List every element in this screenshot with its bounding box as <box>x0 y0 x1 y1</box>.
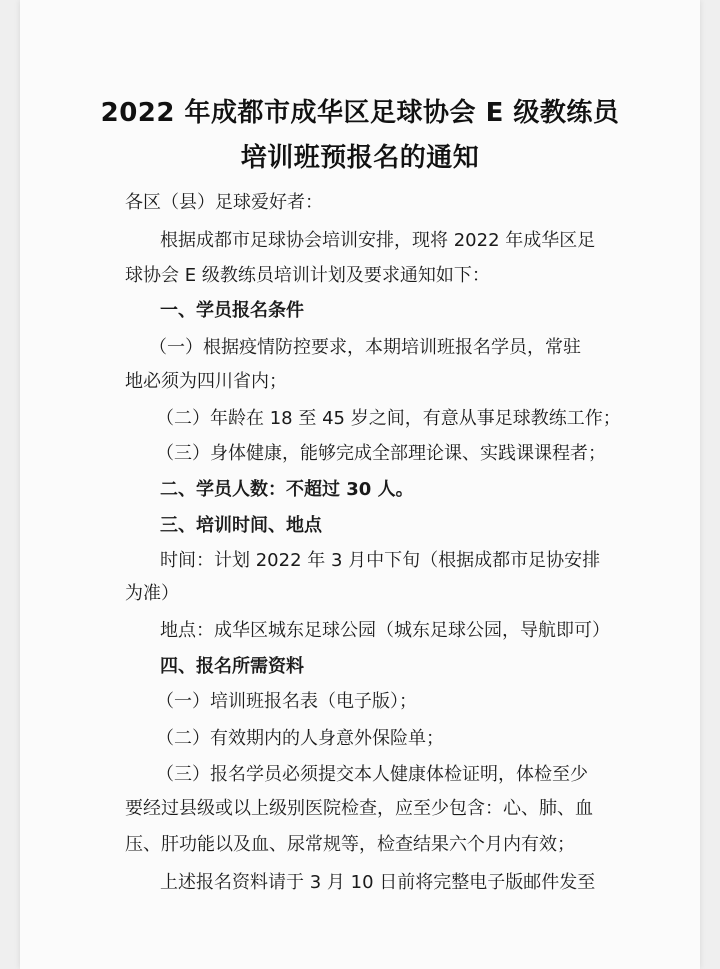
title-line-1: 2022 年成都市成华区足球协会 E 级教练员 <box>100 98 620 128</box>
s4-item-3-line-1: （三）报名学员必须提交本人健康体检证明，体检至少 <box>156 764 588 785</box>
section-4-heading: 四、报名所需资料 <box>160 656 304 677</box>
s4-item-3-line-2: 要经过县级或以上级别医院检查，应至少包含：心、肺、血 <box>125 798 593 819</box>
s4-item-3-line-3: 压、肝功能以及血、尿常规等，检查结果六个月内有效； <box>125 834 575 855</box>
salutation: 各区（县）足球爱好者： <box>125 192 323 213</box>
s1-item-3: （三）身体健康，能够完成全部理论课、实践课课程者； <box>156 443 606 464</box>
s1-item-1-line-2: 地必须为四川省内； <box>125 371 287 392</box>
title-line-2: 培训班预报名的通知 <box>240 143 480 173</box>
place-line: 地点：成华区城东足球公园（城东足球公园，导航即可） <box>160 620 610 641</box>
section-1-heading: 一、学员报名条件 <box>160 300 304 321</box>
section-3-heading: 三、培训时间、地点 <box>160 515 322 536</box>
s1-item-2: （二）年龄在 18 至 45 岁之间，有意从事足球教练工作； <box>156 408 621 429</box>
s4-item-2: （二）有效期内的人身意外保险单； <box>156 728 444 749</box>
intro-line-1: 根据成都市足球协会培训安排，现将 2022 年成华区足 <box>160 230 596 251</box>
section-2-heading: 二、学员人数：不超过 30 人。 <box>160 479 414 500</box>
intro-line-2: 球协会 E 级教练员培训计划及要求通知如下： <box>125 265 490 286</box>
time-line-2: 为准） <box>125 583 179 604</box>
s1-item-1-line-1: （一）根据疫情防控要求，本期培训班报名学员，常驻 <box>149 337 581 358</box>
closing-line-1: 上述报名资料请于 3 月 10 日前将完整电子版邮件发至 <box>160 872 596 893</box>
s4-item-1: （一）培训班报名表（电子版）； <box>156 691 417 712</box>
time-line-1: 时间：计划 2022 年 3 月中下旬（根据成都市足协安排 <box>160 550 601 571</box>
